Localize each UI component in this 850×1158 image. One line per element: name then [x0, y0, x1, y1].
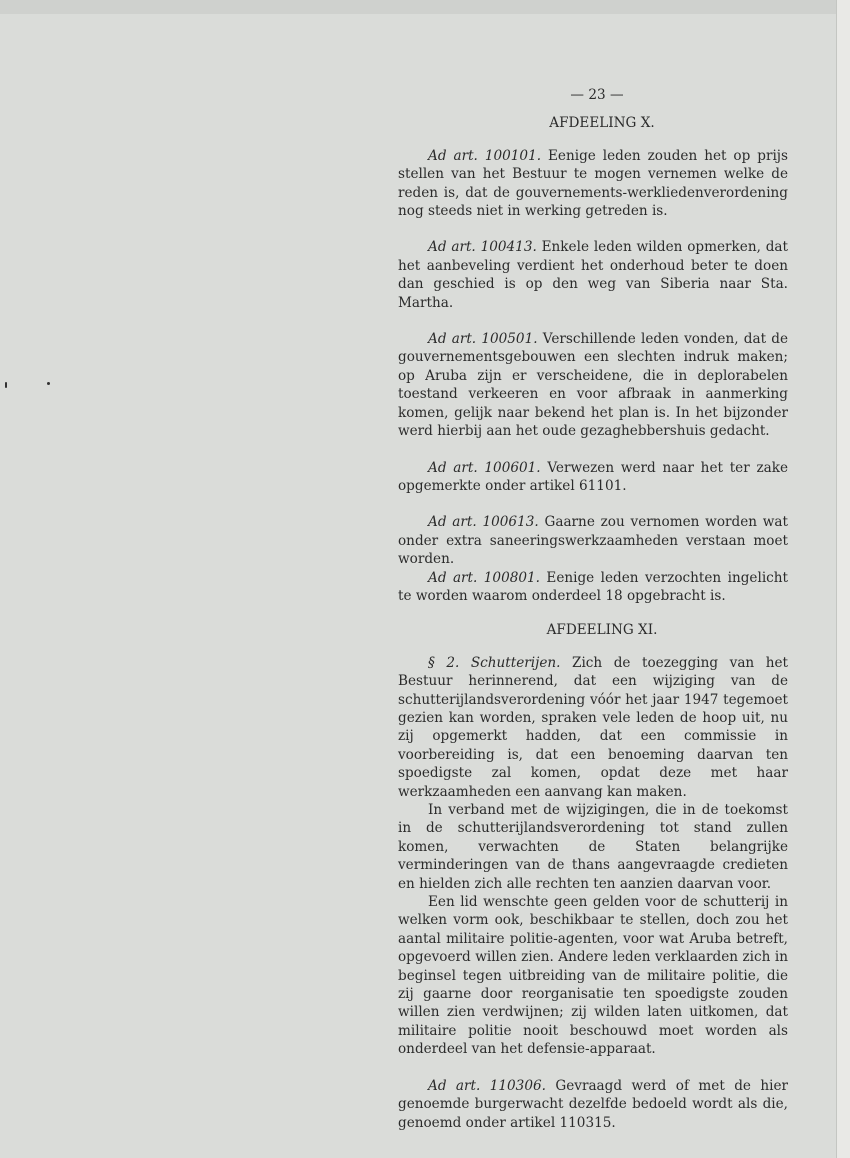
page-top-edge	[0, 0, 836, 14]
paragraph	[398, 801, 788, 893]
paragraph-lead: Ad art. 100101.	[428, 147, 542, 164]
paragraph-text: Verwezen werd naar het ter zake opgemerkte onder artikel 61101.	[398, 459, 788, 494]
page-number: — 23 —	[570, 87, 624, 103]
paragraph-text: Eenige leden verzochten ingelicht te worden waarom onderdeel 18 opgebracht is.	[398, 569, 788, 604]
paragraph	[398, 569, 788, 606]
paragraph	[398, 654, 788, 801]
paragraph-lead: Ad art. 100801.	[428, 569, 540, 586]
paragraph-lead: Ad art. 100613.	[428, 514, 539, 531]
paragraph-lead: Ad art. 100413.	[428, 239, 537, 256]
paragraph	[398, 459, 788, 496]
section-heading-xi: AFDEELING XI.	[546, 622, 658, 639]
section-heading-x: AFDEELING X.	[549, 115, 655, 132]
paragraph	[398, 147, 788, 221]
paragraph	[398, 238, 788, 312]
paragraph-text: Verschillende leden vonden, dat de gouvernementsgebouwen een slechten indruk maken; op Aruba zijn er verscheidene, die in deplorabelen toestand verkeeren en voor afbraak in aanmerking komen, gelijk naar bekend het plan is. In het bijzonder werd hierbij aan het oude gezaghebbershuis gedacht.	[398, 331, 788, 440]
paragraph-text: Een lid wenschte geen gelden voor de schutterij in welken vorm ook, beschikbaar te stellen, doch zou het aantal militaire politie-agenten, voor wat Aruba betreft, opgevoerd willen zien. Andere leden verklaarden zich in beginsel tegen uitbreiding van de militaire politie, die zij gaarne door reorganisatie ten spoedigste zouden willen zien verdwijnen; zij wilden laten uitkomen, dat militaire politie nooit beschouwd moet worden als onderdeel van het defensie-apparaat.	[398, 894, 788, 1058]
text-column	[398, 86, 788, 1132]
paragraph	[398, 330, 788, 440]
paper-speck	[47, 382, 50, 385]
paragraph-lead: Ad art. 110306.	[428, 1077, 546, 1094]
paragraph-text: Gevraagd werd of met de hier genoemde burgerwacht dezelfde bedoeld wordt als die, genoemd onder artikel 110315.	[398, 1077, 788, 1131]
paragraph-text: Gaarne zou vernomen worden wat onder extra saneeringswerkzaamheden verstaan moet worden.	[398, 514, 788, 568]
paragraph-text: Eenige leden zouden het op prijs stellen van het Bestuur te mogen vernemen welke de reden is, dat de gouvernements-werkliedenverordening nog steeds niet in werking getreden is.	[398, 147, 788, 220]
paragraph-text: Zich de toezegging van het Bestuur herinnerend, dat een wijziging van de schutterijlandsverordening vóór het jaar 1947 tegemoet gezien kan worden, spraken vele leden de hoop uit, nu zij opgemerkt hadden, dat een commissie in voorbereiding is, dat een benoeming daarvan ten spoedigste zal komen, opdat deze met haar werkzaamheden een aanvang kan maken.	[398, 654, 789, 800]
paragraph-text: In verband met de wijzigingen, die in de toekomst in de schutterijlandsverordening tot stand zullen komen, verwachten de Staten belangrijke verminderingen van de thans aangevraagde credieten en hielden zich alle rechten ten aanzien daarvan voor.	[398, 802, 788, 892]
paper-speck	[5, 382, 7, 388]
paragraph	[398, 1077, 788, 1132]
paragraph	[398, 513, 788, 568]
paragraph-lead: Ad art. 100601.	[428, 459, 541, 476]
paragraph-lead: § 2. Schutterijen.	[428, 654, 561, 671]
page-right-edge	[836, 0, 850, 1158]
paragraph	[398, 893, 788, 1059]
paragraph-lead: Ad art. 100501.	[428, 331, 538, 348]
paragraph-text: Enkele leden wilden opmerken, dat het aanbeveling verdient het onderhoud beter te doen dan geschied is op den weg van Siberia naar Sta. Martha.	[398, 239, 788, 311]
